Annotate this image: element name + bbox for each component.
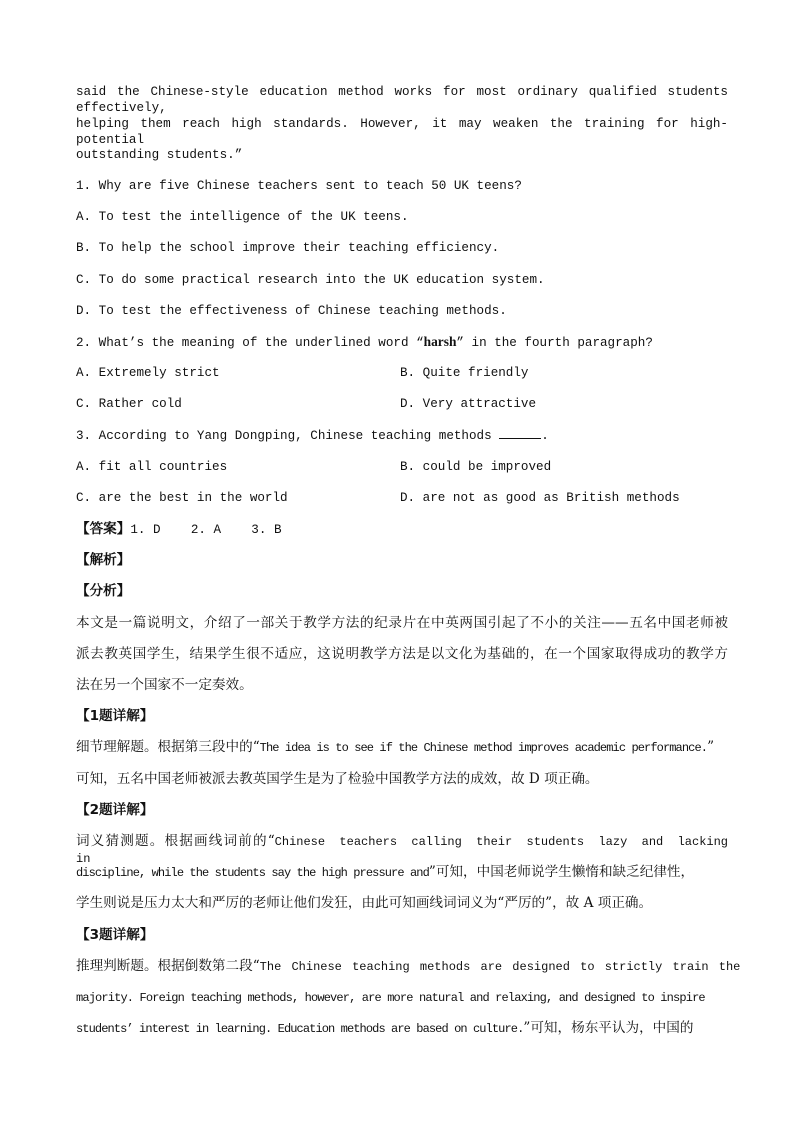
detail-3-cn: 推理判断题。根据倒数第二段“ <box>76 958 260 974</box>
detail-1-quote-end: ” <box>707 739 715 755</box>
detail-2-cn-2: ”可知，中国老师说学生懒惰和缺乏纪律性， <box>428 864 695 880</box>
detail-3-quote-3: students’ interest in learning. Education methods are based on culture. <box>76 1022 524 1036</box>
detail-3-cn-3: ”可知，杨东平认为，中国的 <box>523 1020 694 1036</box>
detail-2-cn: 词义猜测题。根据画线词前的“ <box>76 833 275 849</box>
analysis-line-3: 法在另一个国家不一定奏效。 <box>76 677 253 693</box>
question-1-option-a: A. To test the intelligence of the UK teens. <box>76 210 409 224</box>
answer-line <box>76 521 282 538</box>
detail-3-quote-1: The Chinese teaching methods are designed to strictly train the <box>259 960 741 974</box>
answer-label: 【答案】 <box>76 521 131 537</box>
analysis-line-2: 派去教英国学生，结果学生很不适应，这说明教学方法是以文化为基础的，在一个国家取得成功的教学方 <box>76 646 728 662</box>
question-2-option-a: A. Extremely strict <box>76 366 220 380</box>
detail-2-quote-2: discipline, while the students say the high pressure and <box>76 866 429 880</box>
detail-3-line-2 <box>76 989 705 1006</box>
passage-line-3: outstanding students.” <box>76 148 243 162</box>
question-3-stem-end: . <box>541 429 549 443</box>
question-3-option-a: A. fit all countries <box>76 460 228 474</box>
question-3-stem-text: 3. According to Yang Dongping, Chinese teaching methods <box>76 429 492 443</box>
detail-3-line-3 <box>76 1020 693 1037</box>
question-1-option-c: C. To do some practical research into the UK education system. <box>76 273 545 287</box>
passage-line-1: said the Chinese-style education method works for most ordinary qualified students effectively, <box>76 85 728 115</box>
question-3-option-b: B. could be improved <box>400 460 552 474</box>
fenxi-heading: 【分析】 <box>76 583 131 599</box>
question-3-option-d: D. are not as good as British methods <box>400 491 680 505</box>
detail-2-quote-1: Chinese teachers calling their students lazy and lacking in <box>76 835 729 866</box>
detail-2-line-2 <box>76 864 694 881</box>
detail-1-quote: The idea is to see if the Chinese method improves academic performance. <box>259 741 708 755</box>
answer-blank <box>499 428 541 439</box>
question-3-stem <box>76 428 549 444</box>
question-2-option-b: B. Quite friendly <box>400 366 529 380</box>
detail-2-heading: 【2题详解】 <box>76 802 154 818</box>
question-1-option-d: D. To test the effectiveness of Chinese teaching methods. <box>76 304 507 318</box>
answer-text: 1. D 2. A 3. B <box>130 523 282 537</box>
question-2-stem-before: 2. What’s the meaning of the underlined word “ <box>76 336 424 350</box>
detail-1-line-1 <box>76 739 714 756</box>
detail-2-line-3: 学生则说是压力太大和严厉的老师让他们发狂，由此可知画线词词义为“严厉的”，故 A 项正确。 <box>76 895 653 911</box>
detail-2-line-1 <box>76 833 728 867</box>
jiexi-heading: 【解析】 <box>76 552 131 568</box>
detail-1-line-2: 可知，五名中国老师被派去教英国学生是为了检验中国教学方法的成效，故 D 项正确。 <box>76 771 599 787</box>
question-1-stem: 1. Why are five Chinese teachers sent to teach 50 UK teens? <box>76 179 522 193</box>
detail-1-cn: 细节理解题。根据第三段中的“ <box>76 739 260 755</box>
passage-line-2: helping them reach high standards. However, it may weaken the training for high-potential <box>76 117 728 147</box>
detail-3-line-1 <box>76 958 740 975</box>
question-2-option-c: C. Rather cold <box>76 397 182 411</box>
question-1-option-b: B. To help the school improve their teaching efficiency. <box>76 241 500 255</box>
detail-3-quote-2: majority. Foreign teaching methods, however, are more natural and relaxing, and designed to inspire <box>76 991 705 1005</box>
question-2-option-d: D. Very attractive <box>400 397 537 411</box>
question-3-option-c: C. are the best in the world <box>76 491 288 505</box>
detail-1-heading: 【1题详解】 <box>76 708 154 724</box>
question-2-stem-after: ” in the fourth paragraph? <box>456 336 653 350</box>
analysis-line-1: 本文是一篇说明文，介绍了一部关于教学方法的纪录片在中英两国引起了不小的关注——五名中国老师被 <box>76 615 728 631</box>
detail-3-heading: 【3题详解】 <box>76 927 154 943</box>
question-2-keyword: harsh <box>423 334 457 349</box>
question-2-stem <box>76 334 653 351</box>
